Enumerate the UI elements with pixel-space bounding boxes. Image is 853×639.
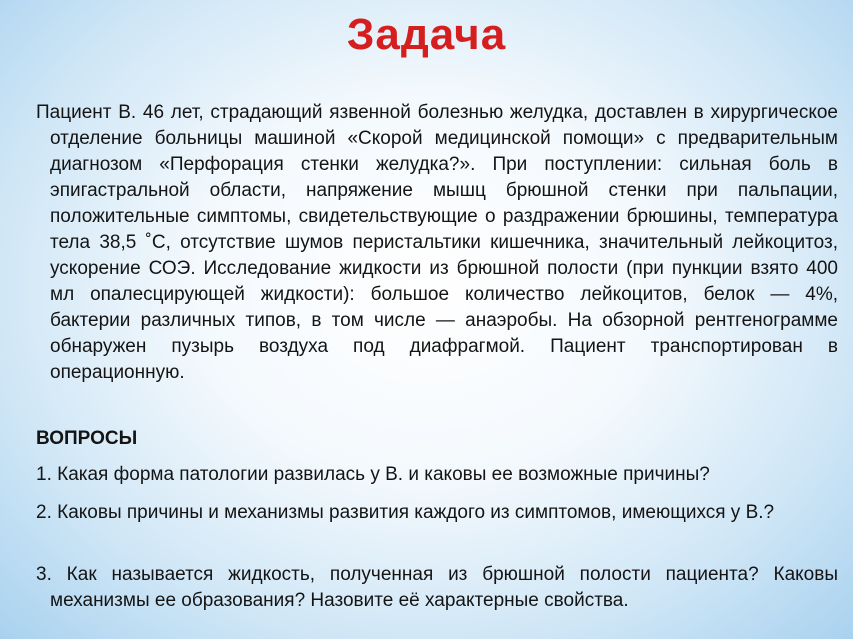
slide-title: Задача [346,10,507,59]
question-2: 2. Каковы причины и механизмы развития каждого из симптомов, имеющихся у В.? [36,502,775,523]
case-description: Пациент В. 46 лет, страдающий язвенной болезнью желудка, доставлен в хирургическое отделение больницы машиной «Скорой медицинской помощи» с предварительным диагнозом «Перфорация стенки желудка?». При поступлении: сильная боль в эпигастральной области, напряжение мышц брюшной стенки при пальпации, положительные симптомы, свидетельствующие о раздражении брюшины, температура тела 38,5 ˚С, отсутствие шумов перистальтики кишечника, значительный лейкоцитоз, ускорение СОЭ. Исследование жидкости из брюшной полости (при пункции взято 400 мл опалесцирующей жидкости): большое количество лейкоцитов, белок — 4%, бактерии различных типов, в том числе — анаэробы. На обзорной рентгенограмме обнаружен пузырь воздуха под диафрагмой. Пациент транспортирован в операционную. [36,102,838,383]
questions-heading: ВОПРОСЫ [36,428,138,449]
question-1: 1. Какая форма патологии развилась у В. и каковы ее возможные причины? [36,464,710,485]
question-3: 3. Как называется жидкость, полученная из брюшной полости пациента? Каковы механизмы ее образования? Назовите её характерные свойства. [36,564,838,611]
